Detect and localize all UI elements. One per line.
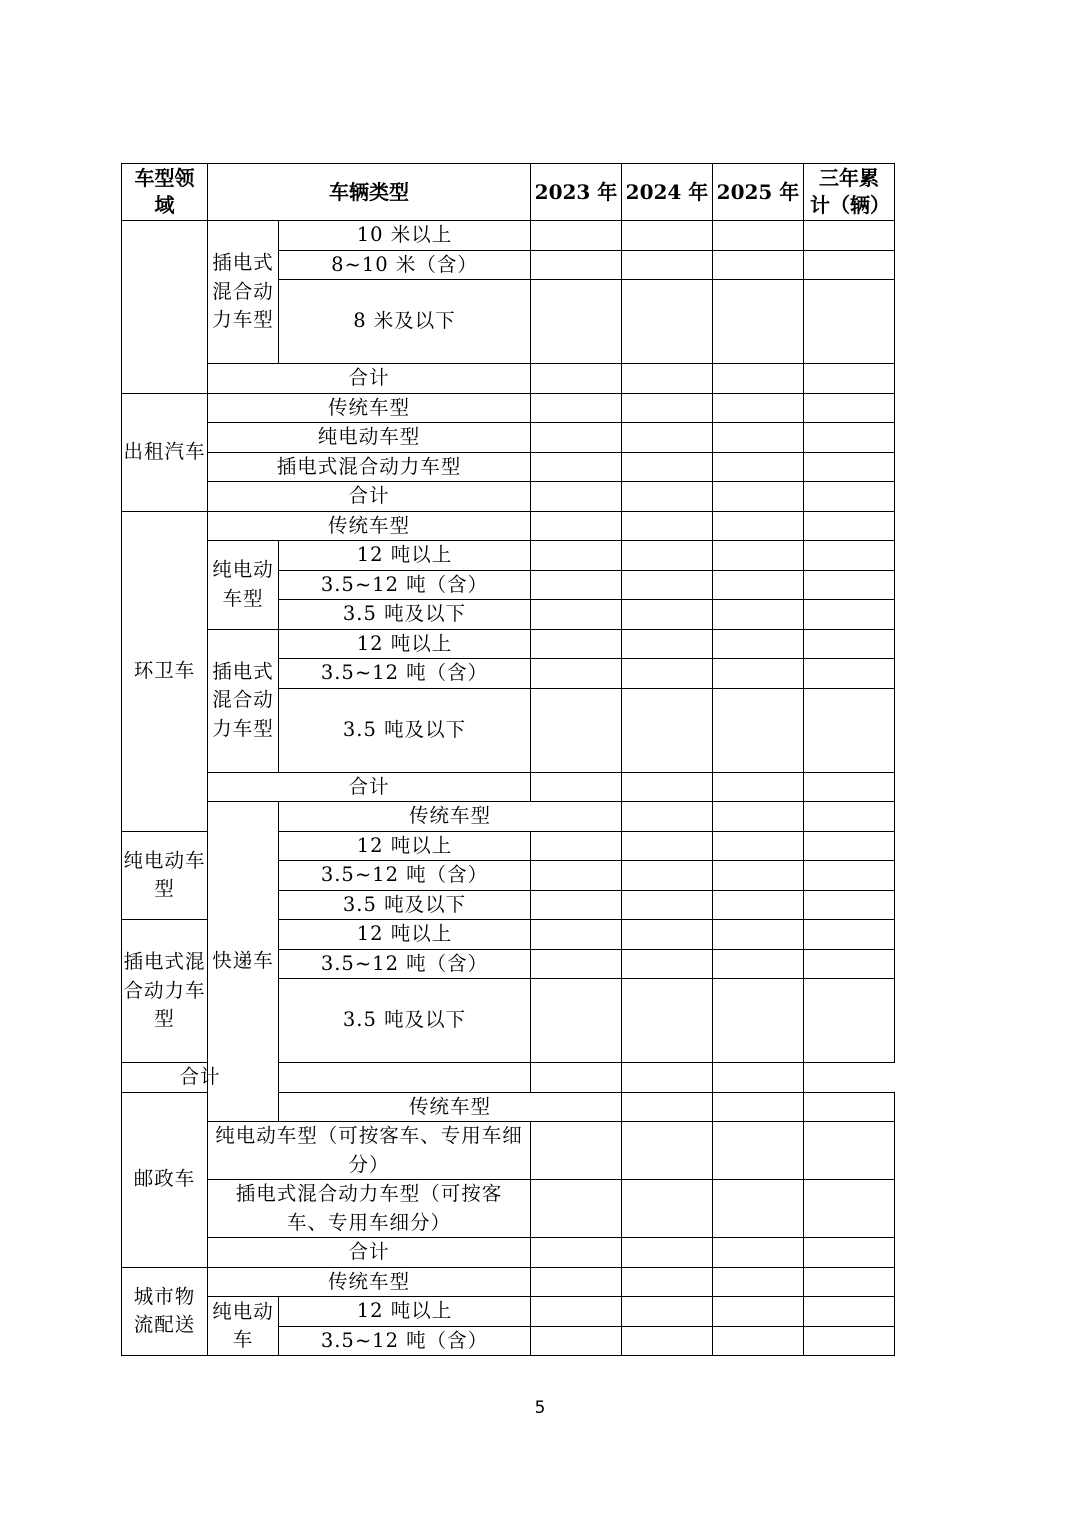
cell-2024[interactable]	[622, 629, 713, 659]
category-bev: 纯电动车型	[122, 831, 208, 920]
category-phev: 插电式混合动力车型	[208, 221, 279, 364]
cell-total[interactable]	[804, 979, 895, 1063]
cell-2024[interactable]	[622, 1180, 713, 1238]
cell-2024[interactable]	[622, 511, 713, 541]
cell-2023[interactable]	[531, 423, 622, 453]
table-row	[122, 221, 895, 251]
subtype-cell: 12 吨以上	[279, 1297, 531, 1327]
category-bev: 纯电动车型	[208, 541, 279, 630]
cell-total[interactable]	[804, 1180, 895, 1238]
cell-2025[interactable]	[713, 949, 804, 979]
subtype-cell: 8~10 米（含）	[279, 250, 531, 280]
cell-2023[interactable]	[531, 280, 622, 364]
header-2025: 2025 年	[713, 164, 804, 221]
cell-total[interactable]	[804, 831, 895, 861]
table-row	[122, 364, 895, 394]
cell-total[interactable]	[804, 250, 895, 280]
cell-2024[interactable]	[622, 772, 713, 802]
cell-2023[interactable]	[531, 949, 622, 979]
table-row	[122, 1238, 895, 1268]
cell-2023[interactable]	[531, 600, 622, 630]
cell-2023[interactable]	[531, 920, 622, 950]
cell-2025[interactable]	[713, 629, 804, 659]
cell-2023[interactable]	[531, 772, 622, 802]
domain-cell-taxi: 出租汽车	[122, 393, 208, 511]
cell-2025[interactable]	[804, 1092, 895, 1122]
subtype-cell: 12 吨以上	[279, 629, 531, 659]
cell-total[interactable]	[804, 423, 895, 453]
type-cell: 插电式混合动力车型（可按客车、专用车细分）	[208, 1180, 531, 1238]
subtotal-label: 合计	[208, 772, 531, 802]
table-row	[122, 1122, 895, 1180]
cell-2023[interactable]	[531, 629, 622, 659]
cell-2023[interactable]	[531, 688, 622, 772]
type-cell: 传统车型	[279, 802, 622, 832]
cell-total[interactable]	[804, 570, 895, 600]
cell-2025[interactable]	[713, 1180, 804, 1238]
cell-2025[interactable]	[713, 920, 804, 950]
cell-2023[interactable]	[531, 890, 622, 920]
cell-total[interactable]	[804, 482, 895, 512]
cell-2023[interactable]	[531, 1238, 622, 1268]
cell-total[interactable]	[804, 659, 895, 689]
cell-2025[interactable]	[713, 1297, 804, 1327]
type-cell: 传统车型	[208, 511, 531, 541]
subtype-cell: 12 吨以上	[279, 831, 531, 861]
subtype-cell: 3.5~12 吨（含）	[279, 570, 531, 600]
cell-2024[interactable]	[713, 1092, 804, 1122]
cell-total[interactable]	[804, 1122, 895, 1180]
header-2023: 2023 年	[531, 164, 622, 221]
cell-total[interactable]	[804, 280, 895, 364]
cell-2024[interactable]	[622, 831, 713, 861]
header-domain: 车型领域	[122, 164, 208, 221]
domain-cell-logistics: 城市物流配送	[122, 1267, 208, 1356]
cell-2025[interactable]	[713, 1326, 804, 1356]
type-cell: 纯电动车型（可按客车、专用车细分）	[208, 1122, 531, 1180]
cell-2025[interactable]	[713, 772, 804, 802]
cell-total[interactable]	[804, 890, 895, 920]
subtype-cell: 12 吨以上	[279, 920, 531, 950]
cell-total[interactable]	[804, 629, 895, 659]
cell-2024[interactable]	[622, 423, 713, 453]
type-cell: 纯电动车型	[208, 423, 531, 453]
cell-2023[interactable]	[531, 541, 622, 571]
cell-2025[interactable]	[713, 364, 804, 394]
table-row	[122, 1297, 895, 1327]
cell-2024[interactable]	[622, 1238, 713, 1268]
cell-2025[interactable]	[713, 250, 804, 280]
cell-2025[interactable]	[713, 280, 804, 364]
cell-2024[interactable]	[622, 452, 713, 482]
cell-2024[interactable]	[622, 1122, 713, 1180]
cell-2024[interactable]	[622, 482, 713, 512]
table-row	[122, 393, 895, 423]
cell-2023[interactable]	[622, 802, 713, 832]
table-row	[122, 511, 895, 541]
cell-2025[interactable]	[622, 1063, 713, 1093]
cell-2023[interactable]	[531, 1267, 622, 1297]
cell-2023[interactable]	[531, 659, 622, 689]
cell-2024[interactable]	[622, 1297, 713, 1327]
vehicle-statistics-table	[121, 163, 895, 1356]
cell-2024[interactable]	[622, 861, 713, 891]
category-phev: 插电式混合动力车型	[208, 629, 279, 772]
cell-2025[interactable]	[713, 570, 804, 600]
category-phev: 插电式混合动力车型	[122, 920, 208, 1063]
cell-2023[interactable]	[531, 570, 622, 600]
cell-2025[interactable]	[713, 600, 804, 630]
subtype-cell: 8 米及以下	[279, 280, 531, 364]
subtype-cell: 3.5~12 吨（含）	[279, 659, 531, 689]
cell-total[interactable]	[804, 364, 895, 394]
cell-2025[interactable]	[804, 802, 895, 832]
table-row	[122, 541, 895, 571]
cell-2025[interactable]	[713, 511, 804, 541]
cell-2025[interactable]	[713, 221, 804, 251]
subtotal-label: 合计	[208, 482, 531, 512]
subtotal-label: 合计	[208, 1238, 531, 1268]
cell-2023[interactable]	[531, 1122, 622, 1180]
cell-total[interactable]	[804, 600, 895, 630]
cell-2023[interactable]	[531, 861, 622, 891]
cell-total[interactable]	[804, 1297, 895, 1327]
cell-total[interactable]	[804, 949, 895, 979]
cell-2025[interactable]	[713, 393, 804, 423]
cell-total[interactable]	[713, 1063, 804, 1093]
domain-cell-bus	[122, 221, 208, 394]
type-cell: 传统车型	[279, 1092, 622, 1122]
domain-cell-express: 快递车	[208, 802, 279, 1122]
cell-total[interactable]	[804, 393, 895, 423]
cell-2025[interactable]	[713, 890, 804, 920]
cell-total[interactable]	[804, 452, 895, 482]
cell-2024[interactable]	[622, 541, 713, 571]
cell-2023[interactable]	[531, 482, 622, 512]
subtype-cell: 3.5 吨及以下	[279, 600, 531, 630]
subtype-cell: 10 米以上	[279, 221, 531, 251]
subtype-cell: 3.5 吨及以下	[279, 688, 531, 772]
cell-2025[interactable]	[713, 482, 804, 512]
cell-2023[interactable]	[531, 511, 622, 541]
subtype-cell: 3.5~12 吨（含）	[279, 861, 531, 891]
type-cell: 传统车型	[208, 393, 531, 423]
cell-2025[interactable]	[713, 541, 804, 571]
cell-2024[interactable]	[531, 1063, 622, 1093]
cell-2024[interactable]	[713, 802, 804, 832]
category-bev: 纯电动车	[208, 1297, 279, 1356]
cell-total[interactable]	[804, 511, 895, 541]
cell-2024[interactable]	[622, 920, 713, 950]
cell-2024[interactable]	[622, 221, 713, 251]
cell-total[interactable]	[804, 1326, 895, 1356]
cell-2025[interactable]	[713, 1238, 804, 1268]
cell-2024[interactable]	[622, 949, 713, 979]
header-vehicle-type: 车辆类型	[208, 164, 531, 221]
cell-2024[interactable]	[622, 979, 713, 1063]
cell-2023[interactable]	[531, 221, 622, 251]
type-cell: 传统车型	[208, 1267, 531, 1297]
cell-2025[interactable]	[713, 861, 804, 891]
cell-2025[interactable]	[713, 423, 804, 453]
table-row	[122, 423, 895, 453]
cell-2025[interactable]	[713, 688, 804, 772]
cell-2023[interactable]	[531, 831, 622, 861]
table-row	[122, 482, 895, 512]
table-row	[122, 802, 895, 832]
cell-total[interactable]	[804, 541, 895, 571]
cell-2023[interactable]	[531, 1180, 622, 1238]
subtype-cell: 3.5~12 吨（含）	[279, 1326, 531, 1356]
cell-total[interactable]	[804, 772, 895, 802]
cell-2025[interactable]	[713, 1267, 804, 1297]
table-row	[122, 1180, 895, 1238]
cell-total[interactable]	[804, 1238, 895, 1268]
cell-2025[interactable]	[713, 831, 804, 861]
domain-cell-sanitation: 环卫车	[122, 511, 208, 831]
header-2024: 2024 年	[622, 164, 713, 221]
subtotal-label: 合计	[122, 1063, 279, 1093]
cell-2025[interactable]	[713, 659, 804, 689]
domain-cell-postal: 邮政车	[122, 1092, 208, 1267]
cell-2023[interactable]	[279, 1063, 531, 1093]
cell-2024[interactable]	[622, 250, 713, 280]
table-row	[122, 452, 895, 482]
cell-2025[interactable]	[713, 1122, 804, 1180]
page-number: 5	[534, 1398, 546, 1418]
cell-total[interactable]	[804, 920, 895, 950]
cell-total[interactable]	[804, 688, 895, 772]
cell-2024[interactable]	[622, 600, 713, 630]
subtype-cell: 3.5~12 吨（含）	[279, 949, 531, 979]
cell-2023[interactable]	[531, 1297, 622, 1327]
cell-2023[interactable]	[531, 393, 622, 423]
cell-2023[interactable]	[531, 452, 622, 482]
cell-2023[interactable]	[531, 1326, 622, 1356]
cell-total[interactable]	[804, 221, 895, 251]
cell-2023[interactable]	[622, 1092, 713, 1122]
cell-total[interactable]	[804, 861, 895, 891]
table-row	[122, 1063, 895, 1093]
cell-2024[interactable]	[622, 1326, 713, 1356]
cell-2024[interactable]	[622, 393, 713, 423]
subtype-cell: 12 吨以上	[279, 541, 531, 571]
cell-2024[interactable]	[622, 364, 713, 394]
cell-2024[interactable]	[622, 890, 713, 920]
cell-2025[interactable]	[713, 979, 804, 1063]
subtype-cell: 3.5 吨及以下	[279, 890, 531, 920]
cell-2023[interactable]	[531, 979, 622, 1063]
cell-2023[interactable]	[531, 250, 622, 280]
subtype-cell: 3.5 吨及以下	[279, 979, 531, 1063]
cell-2024[interactable]	[622, 280, 713, 364]
cell-2024[interactable]	[622, 570, 713, 600]
table-row	[122, 629, 895, 659]
cell-2024[interactable]	[622, 1267, 713, 1297]
cell-total[interactable]	[804, 1267, 895, 1297]
table-row	[122, 772, 895, 802]
cell-2024[interactable]	[622, 659, 713, 689]
header-three-year-total: 三年累计（辆）	[804, 164, 895, 221]
type-cell: 插电式混合动力车型	[208, 452, 531, 482]
table-row	[122, 1267, 895, 1297]
subtotal-label: 合计	[208, 364, 531, 394]
cell-2024[interactable]	[622, 688, 713, 772]
cell-2023[interactable]	[531, 364, 622, 394]
table-header-row	[122, 164, 895, 221]
cell-2025[interactable]	[713, 452, 804, 482]
